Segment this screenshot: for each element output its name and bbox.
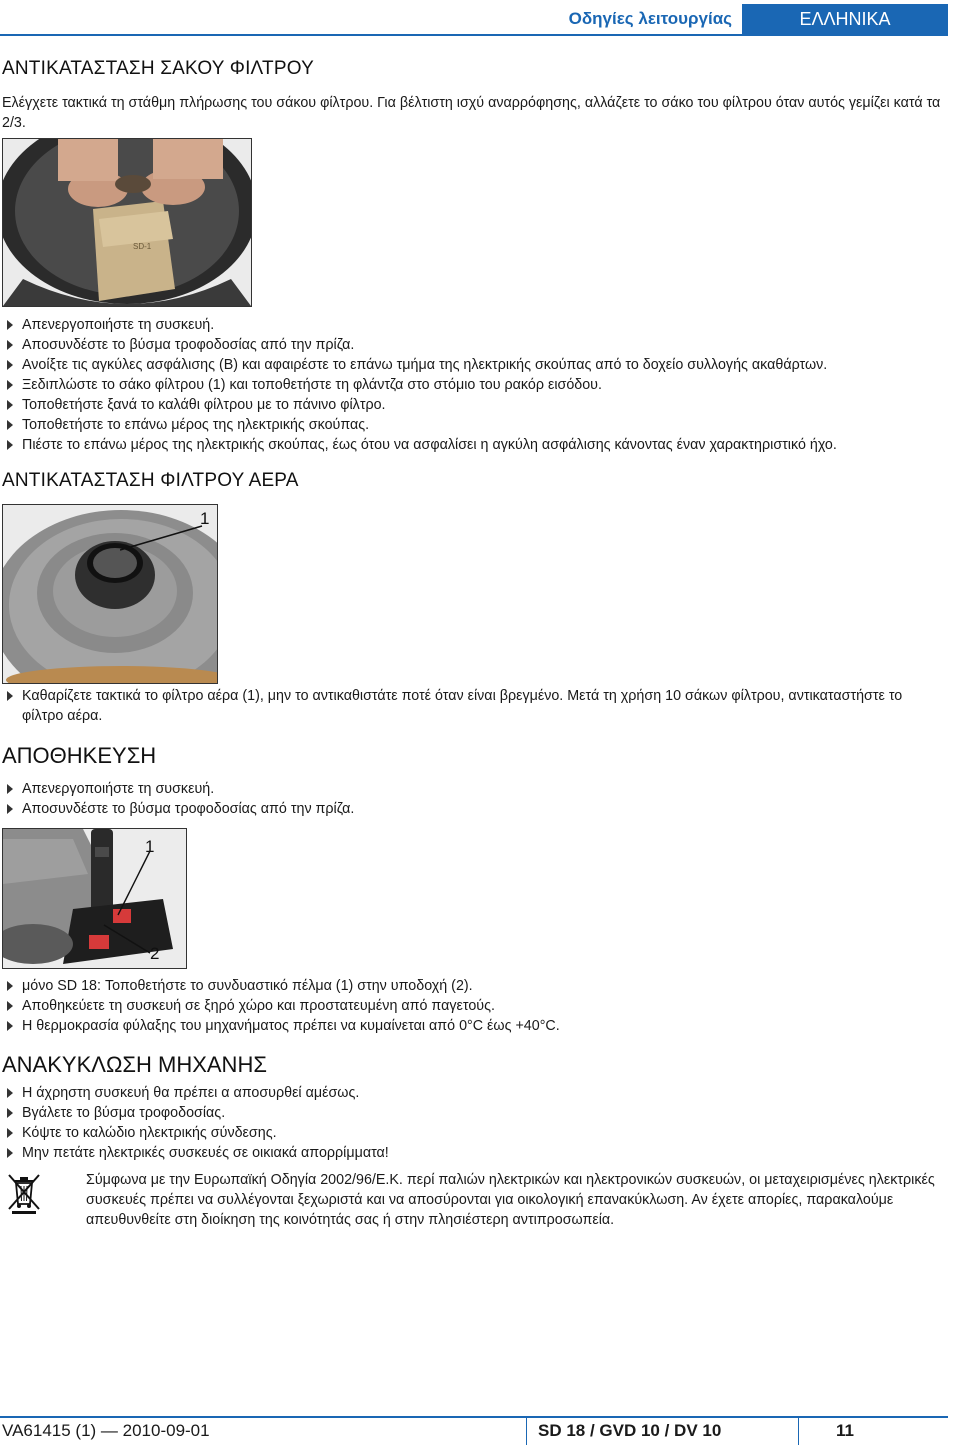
footer-rule — [0, 1416, 948, 1418]
bag-intro: Ελέγχετε τακτικά τη στάθμη πλήρωσης του σάκου φίλτρου. Για βέλτιστη ισχύ αναρρόφησης, αλλάζετε το σάκο του φίλτρου όταν αυτός γεμίζει κατά τα 2/3. — [2, 95, 941, 131]
bag-step: Απενεργοποιήστε τη συσκευή. — [2, 315, 950, 335]
bag-step: Τοποθετήστε το επάνω μέρος της ηλεκτρικής σκούπας. — [2, 415, 950, 435]
storage-step: Αποθηκεύετε τη συσκευή σε ξηρό χώρο και προστατευμένη από παγετούς. — [2, 996, 950, 1016]
footer-page-number: 11 — [836, 1421, 854, 1440]
manual-title: Οδηγίες λειτουργίας — [568, 9, 732, 28]
recycling-step: Βγάλετε το βύσμα τροφοδοσίας. — [2, 1103, 950, 1123]
bag-steps — [2, 315, 950, 455]
weee-crossed-bin-icon — [6, 1172, 42, 1219]
storage-callout-2: 2 — [150, 944, 160, 963]
storage-step: μόνο SD 18: Τοποθετήστε το συνδυαστικό πέλμα (1) στην υποδοχή (2). — [2, 976, 950, 996]
bag-step: Ξεδιπλώστε το σάκο φίλτρου (1) και τοποθετήστε τη φλάντζα στο στόμιο του ρακόρ εισόδου. — [2, 375, 950, 395]
bag-step: Πιέστε το επάνω μέρος της ηλεκτρικής σκούπας, έως ότου να ασφαλίσει η αγκύλη ασφάλισης κάνοντας έναν χαρακτηριστικό ήχο. — [2, 435, 950, 455]
footer-separator — [526, 1417, 527, 1445]
header-rule — [0, 34, 948, 36]
bag-photo-illustration — [3, 139, 251, 306]
svg-text:SD-1: SD-1 — [133, 242, 152, 251]
storage-step: Η θερμοκρασία φύλαξης του μηχανήματος πρέπει να κυμαίνεται από 0°C έως +40°C. — [2, 1016, 950, 1036]
storage-post-steps — [2, 976, 950, 1036]
footer-models: SD 18 / GVD 10 / DV 10 — [538, 1421, 722, 1440]
section-heading-storage: ΑΠΟΘΗΚΕΥΣΗ — [2, 743, 157, 768]
bag-photo — [2, 138, 252, 307]
weee-notice: Σύμφωνα με την Ευρωπαϊκή Οδηγία 2002/96/Ε.Κ. περί παλιών ηλεκτρικών και ηλεκτρονικών συσκευών, οι μεταχειρισμένες ηλεκτρικές συσκευές πρέπει να συλλέγονται ξεχωριστά και να αποσύρονται για οικολογική επανακύκλωση. Αν έχετε απορίες, παρακαλούμε απευθυνθείτε στη διοίκηση της κοινότητάς σας ή στην πλησιέστερη αντιπροσωπεία. — [86, 1172, 935, 1228]
air-filter-callout-1: 1 — [200, 509, 210, 528]
storage-callout-1: 1 — [145, 837, 155, 856]
bag-step: Αποσυνδέστε το βύσμα τροφοδοσίας από την πρίζα. — [2, 335, 950, 355]
recycling-step: Κόψτε το καλώδιο ηλεκτρικής σύνδεσης. — [2, 1123, 950, 1143]
bag-step: Ανοίξτε τις αγκύλες ασφάλισης (B) και αφαιρέστε το επάνω τμήμα της ηλεκτρικής σκούπας από το δοχείο συλλογής ακαθάρτων. — [2, 355, 950, 375]
language-tab: ΕΛΛΗΝΙΚΑ — [742, 4, 948, 34]
storage-step: Απενεργοποιήστε τη συσκευή. — [2, 779, 950, 799]
recycling-step: Μην πετάτε ηλεκτρικές συσκευές σε οικιακά απορρίμματα! — [2, 1143, 950, 1163]
recycling-step: Η άχρηστη συσκευή θα πρέπει α αποσυρθεί αμέσως. — [2, 1083, 950, 1103]
recycling-steps — [2, 1083, 950, 1163]
air-filter-steps — [2, 686, 946, 726]
storage-step: Αποσυνδέστε το βύσμα τροφοδοσίας από την πρίζα. — [2, 799, 950, 819]
footer-doc-id: VA61415 (1) — 2010-09-01 — [2, 1421, 210, 1440]
bag-step: Τοποθετήστε ξανά το καλάθι φίλτρου με το πάνινο φίλτρο. — [2, 395, 950, 415]
air-filter-leader-line — [120, 512, 210, 552]
section-heading-recycling: ΑΝΑΚΥΚΛΩΣΗ ΜΗΧΑΝΗΣ — [2, 1052, 267, 1077]
section-heading-air-filter: ΑΝΤΙΚΑΤΑΣΤΑΣΗ ΦΙΛΤΡΟΥ ΑΕΡΑ — [2, 470, 299, 491]
section-heading-bag: ΑΝΤΙΚΑΤΑΣΤΑΣΗ ΣΑΚΟΥ ΦΙΛΤΡΟΥ — [2, 58, 314, 79]
footer-separator — [798, 1417, 799, 1445]
air-filter-step: Καθαρίζετε τακτικά το φίλτρο αέρα (1), μην το αντικαθιστάτε ποτέ όταν είναι βρεγμένο. Μετά τη χρήση 10 σάκων φίλτρου, αντικαταστήστε το φίλτρο αέρα. — [2, 686, 946, 726]
storage-pre-steps — [2, 779, 950, 819]
